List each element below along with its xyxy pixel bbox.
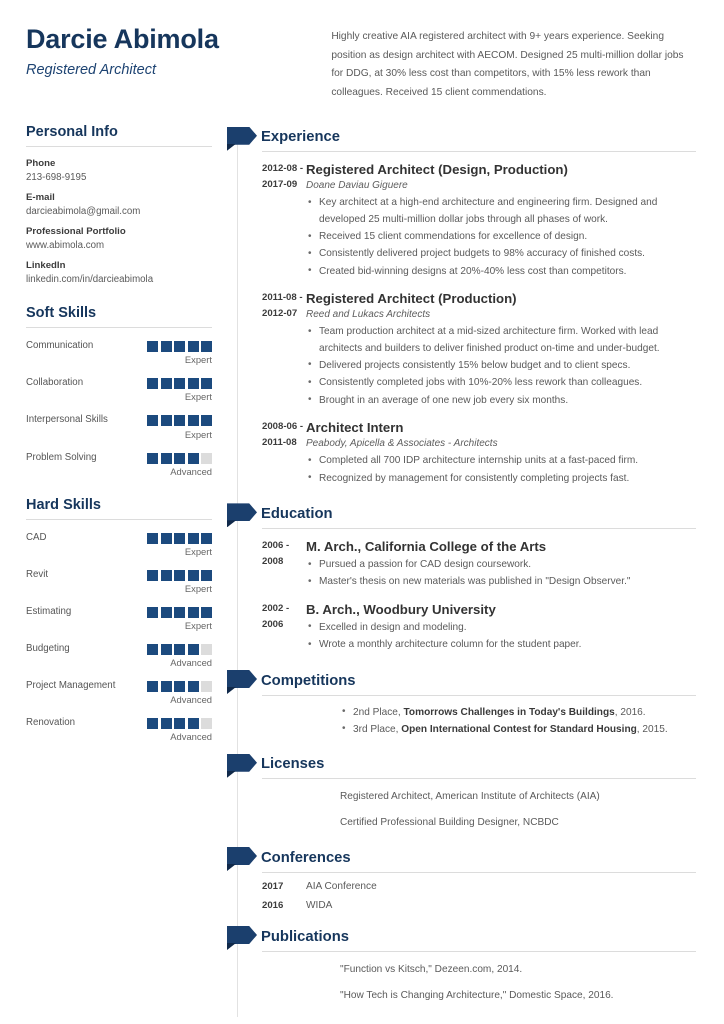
skill-rating-squares [147,605,212,618]
conference-name: WIDA [306,899,333,911]
entry-date: 2002 - 2006 [262,602,290,630]
flag-tail-icon [227,520,236,527]
skill-rating-squares [147,339,212,352]
section-title-publications: Publications [261,928,349,945]
skill-level-label: Advanced [170,694,212,706]
contact-label: Phone [26,158,56,170]
skill-square [201,533,212,544]
soft-skills-list [26,339,212,476]
competition-place: 2nd Place, [353,706,404,718]
flag-tail-icon [227,864,236,871]
skill-square [161,415,172,426]
bullet-item: • Team production architect at a mid-sized architecture firm. Worked with lead architects and builders to deliver finished product on-time and under-budget. [306,324,692,357]
section-flag-icon [227,926,257,947]
bullet-item [340,705,696,721]
sidebar-heading-hard-skills: Hard Skills [26,497,212,520]
section-title-conferences: Conferences [261,849,351,866]
section-flag-icon [227,847,257,868]
section-conferences [228,845,696,911]
skill-square [188,453,199,464]
skill-row [26,451,212,477]
skill-square [147,681,158,692]
skill-square [201,570,212,581]
main-sections [228,124,696,1004]
skill-square [188,570,199,581]
skill-square [188,607,199,618]
skill-square [188,681,199,692]
contact-item [26,158,212,183]
skill-square [174,718,185,729]
skill-square [147,533,158,544]
skill-name: Problem Solving [26,451,97,463]
entry-title: Architect Intern [306,420,404,435]
competition-name: Tomorrows Challenges in Today's Buildings [403,706,615,718]
section-title-competitions: Competitions [261,672,356,689]
license-item: Registered Architect, American Institute of Architects (AIA) [340,791,600,803]
flag-banner-icon [227,127,257,145]
skill-level-label: Expert [184,545,212,557]
skill-square [161,718,172,729]
skill-square [147,453,158,464]
entry [228,538,696,592]
skill-row [26,642,212,668]
licenses-body [228,789,696,831]
skill-square [188,533,199,544]
bullet-item: • Consistently completed jobs with 10%-20% less rework than colleagues. [306,375,692,391]
section-rule [262,151,696,152]
skill-square [161,533,172,544]
skill-row [26,376,212,402]
contact-value: www.abimola.com [26,240,105,252]
skill-top [26,716,212,729]
section-competitions [228,668,696,739]
skill-square [201,453,212,464]
entry [228,161,696,281]
skill-rating-squares [147,716,212,729]
skill-square [201,341,212,352]
entry-date: 2012-08 - 2017-09 [262,163,304,191]
candidate-name: Darcie Abimola [26,24,219,54]
flag-banner-icon [227,926,257,944]
skill-square [174,533,185,544]
skill-name: Collaboration [26,377,84,389]
resume-columns [0,124,724,1017]
section-education [228,501,696,655]
skill-square [201,378,212,389]
skill-row [26,339,212,365]
skill-level-label: Expert [184,354,212,366]
flag-banner-icon [227,847,257,865]
section-flag-icon [227,754,257,775]
skill-top [26,531,212,544]
skill-square [174,681,185,692]
bullet-item: • Brought in an average of one new job every six months. [306,393,692,409]
competition-year: , 2015. [636,723,668,735]
entry-body [306,538,696,592]
skill-rating-squares [147,376,212,389]
section-title-licenses: Licenses [261,756,325,773]
skill-square [174,607,185,618]
skill-row [26,679,212,705]
entry-date: 2008-06 - 2011-08 [262,421,304,448]
skill-top [26,642,212,655]
skill-row [26,605,212,631]
contact-label: LinkedIn [26,260,66,272]
skill-top [26,568,212,581]
skill-level-label: Advanced [170,657,212,668]
bullet-item: • Received 15 client commendations for excellence of design. [306,229,692,245]
section-flag-icon [227,127,257,148]
section-licenses [228,751,696,831]
skill-top [26,679,212,692]
conference-year: 2016 [262,899,284,911]
license-item: Certified Professional Building Designer, NCBDC [340,817,559,829]
skill-row [26,413,212,439]
skill-square [188,341,199,352]
bullet-list [306,620,692,654]
skill-name: Interpersonal Skills [26,414,108,426]
skill-top [26,339,212,352]
skill-square [201,644,212,655]
bullet-item: • Wrote a monthly architecture column for the student paper. [306,637,692,653]
skill-square [174,415,185,426]
resume-header [0,0,724,102]
skill-rating-squares [147,413,212,426]
bullet-list [306,557,692,591]
skill-square [174,644,185,655]
flag-banner-icon [227,670,257,688]
contact-value: 213-698-9195 [26,172,87,184]
sidebar-heading-personal-info: Personal Info [26,124,212,147]
skill-level-label: Advanced [170,731,212,743]
contact-value: darcieabimola@gmail.com [26,206,141,218]
bullet-item: • Excelled in design and modeling. [306,620,692,636]
publication-item: "Function vs Kitsch," Dezeen.com, 2014. [340,963,523,975]
publication-item: "How Tech is Changing Architecture," Domestic Space, 2016. [340,989,614,1001]
contact-value: linkedin.com/in/darcieabimola [26,274,154,286]
entry [228,290,696,410]
bullet-item: • Recognized by management for consistently completing projects fast. [306,471,692,487]
skill-square [174,378,185,389]
entry-title: M. Arch., California College of the Arts [306,538,547,554]
contact-label: E-mail [26,192,55,204]
contact-item [26,260,212,285]
skill-top [26,413,212,426]
skill-rating-squares [147,679,212,692]
sidebar [26,124,212,1017]
skill-rating-squares [147,568,212,581]
section-flag-icon [227,670,257,691]
flag-tail-icon [227,943,236,950]
skill-name: Project Management [26,680,116,691]
skill-square [188,718,199,729]
skill-square [147,607,158,618]
section-header-conferences [228,845,696,871]
skill-row [26,568,212,594]
entry-body [306,161,696,281]
section-header-education [228,501,696,527]
entry-body [306,601,696,655]
skill-level-label: Expert [184,391,212,403]
skill-square [147,378,158,389]
section-header-licenses [228,751,696,777]
flag-tail-icon [227,687,236,694]
skill-square [201,415,212,426]
section-header-competitions [228,668,696,694]
section-title-experience: Experience [261,129,340,146]
publications-body [228,962,696,1004]
skill-square [174,341,185,352]
entry-title: Registered Architect (Production) [306,291,517,307]
entry-organization: Doane Daviau Giguere [306,180,408,192]
section-experience [228,124,696,488]
section-rule [262,528,696,529]
bullet-list [306,324,692,409]
flag-tail-icon [227,144,236,151]
section-header-publications [228,924,696,950]
sidebar-section-personal-info [26,124,212,285]
conference-name: AIA Conference [306,880,377,892]
skill-level-label: Expert [184,582,212,594]
skill-square [161,453,172,464]
skill-rating-squares [147,531,212,544]
skill-square [147,718,158,729]
entry-date: 2006 - 2008 [262,539,290,567]
skill-square [201,681,212,692]
skill-square [188,644,199,655]
flag-banner-icon [227,503,257,521]
conference-row [228,900,696,911]
skill-rating-squares [147,642,212,655]
header-summary-block [331,24,696,102]
bullet-item: • Completed all 700 IDP architecture internship units at a fast-paced firm. [306,453,692,469]
skill-square [188,415,199,426]
skill-top [26,451,212,464]
entry-body [306,419,696,488]
section-rule [262,951,696,952]
bullet-item: • Delivered projects consistently 15% below budget and to client specs. [306,358,692,374]
contact-label: Professional Portfolio [26,226,126,238]
skill-level-label: Advanced [170,465,212,477]
flag-banner-icon [227,754,257,772]
entry-organization: Peabody, Apicella & Associates - Architects [306,438,498,450]
skill-name: Budgeting [26,642,70,654]
section-title-education: Education [261,505,333,522]
bullet-item: • Pursued a passion for CAD design coursework. [306,557,692,573]
hard-skills-list [26,531,212,743]
bullet-list [306,195,692,280]
sidebar-section-soft-skills [26,305,212,476]
skill-square [201,718,212,729]
section-rule [262,778,696,779]
flag-tail-icon [227,771,236,778]
entry-body [306,290,696,410]
section-rule [262,695,696,696]
professional-summary: Highly creative AIA registered architect with 9+ years experience. Seeking position as design architect with AECOM. Designed 25 multi-million dollar jobs for DDG, at 30% less cost than competitors, with 15% less rework than colleagues. Received 15 client commendations. [331,31,684,98]
section-header-experience [228,124,696,150]
skill-square [147,644,158,655]
skill-top [26,605,212,618]
contact-list [26,158,212,285]
skill-name: Estimating [26,605,72,617]
header-identity [26,24,323,102]
conference-year: 2017 [262,880,284,892]
skill-square [174,453,185,464]
skill-name: Renovation [26,717,76,729]
skill-square [147,570,158,581]
competitions-body [228,705,696,739]
competition-name: Open International Contest for Standard Housing [401,723,637,735]
skill-square [161,607,172,618]
skill-row [26,531,212,557]
skill-square [161,644,172,655]
bullet-item: • Key architect at a high-end architecture and engineering firm. Designed and developed 25 multi-million dollar jobs through all phases of work. [306,195,692,228]
skill-name: CAD [26,531,47,543]
entry-date: 2011-08 - 2012-07 [262,292,303,319]
bullet-item: • Master's thesis on new materials was published in "Design Observer." [306,574,692,590]
skill-square [188,378,199,389]
skill-square [147,341,158,352]
entry [228,419,696,488]
skill-name: Communication [26,340,94,352]
skill-square [161,378,172,389]
competition-place: 3rd Place, [353,723,402,735]
skill-level-label: Expert [184,428,212,440]
skill-row [26,716,212,742]
main-content [228,124,696,1017]
skill-rating-squares [147,451,212,464]
skill-top [26,376,212,389]
entry-title: Registered Architect (Design, Production) [306,162,568,178]
section-rule [262,872,696,873]
entry [228,601,696,655]
entry-organization: Reed and Lukacs Architects [306,309,431,321]
sidebar-heading-soft-skills: Soft Skills [26,305,212,328]
entry-title: B. Arch., Woodbury University [306,601,496,617]
skill-square [201,607,212,618]
bullet-item: • Created bid-winning designs at 20%-40% less cost than competitors. [306,264,692,280]
bullet-item [340,722,696,738]
section-flag-icon [227,503,257,524]
candidate-job-title: Registered Architect [26,62,157,79]
bullet-list [340,705,696,739]
skill-name: Revit [26,568,49,580]
contact-item [26,226,212,251]
competition-year: , 2016. [614,706,646,718]
skill-square [147,415,158,426]
conference-row [228,881,696,892]
skill-level-label: Expert [184,619,212,631]
sidebar-section-hard-skills [26,497,212,743]
section-publications [228,924,696,1004]
skill-square [161,570,172,581]
bullet-item: • Consistently delivered project budgets to 98% accuracy of finished costs. [306,246,692,262]
skill-square [161,341,172,352]
skill-square [161,681,172,692]
bullet-list [306,453,692,487]
skill-square [174,570,185,581]
column-gutter [212,124,228,1017]
contact-item [26,192,212,217]
